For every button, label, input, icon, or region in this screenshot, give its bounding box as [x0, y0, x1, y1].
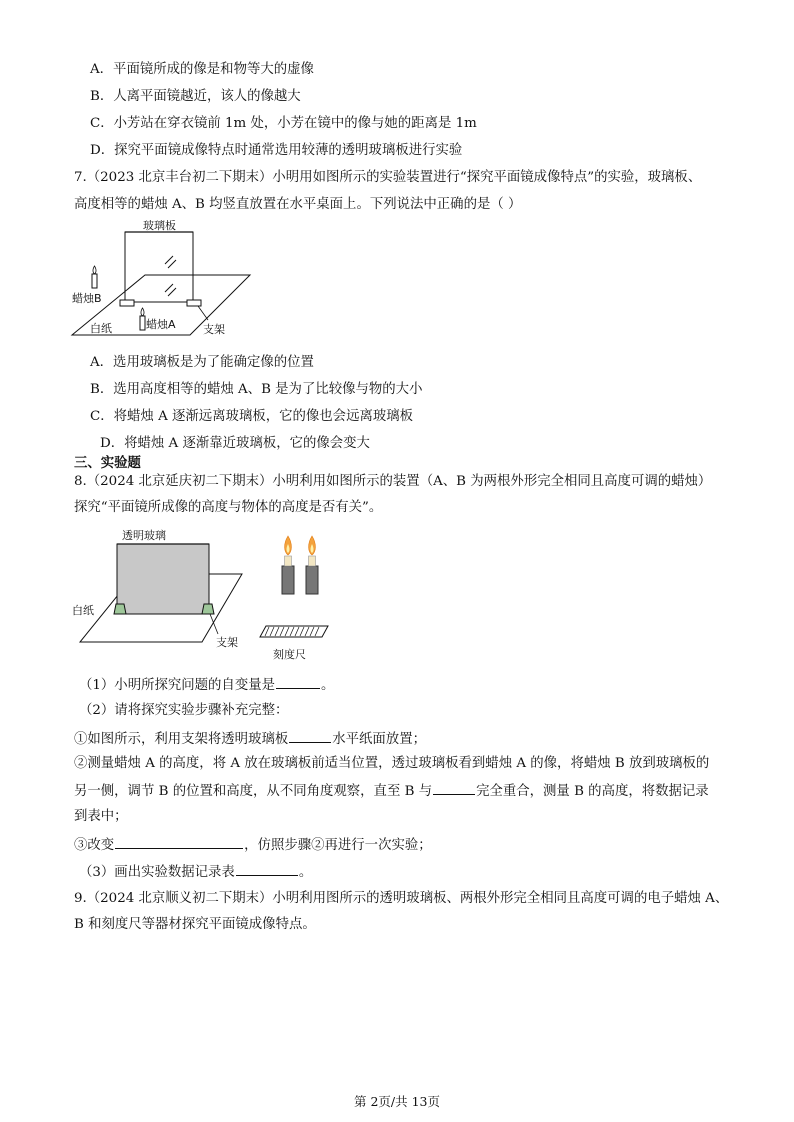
q6-option-d: D．探究平面镜成像特点时通常选用较薄的透明玻璃板进行实验: [90, 143, 463, 158]
q8-label-stand: 支架: [216, 636, 238, 649]
q8-step3-text: ③改变: [74, 838, 115, 853]
q8-stem-line1: 8.（2024 北京延庆初二下期末）小明利用如图所示的装置（A、B 为两根外形完全相同且高度可调的蜡烛）: [74, 474, 712, 489]
q8-part2: （2）请将探究实验步骤补充完整：: [79, 703, 289, 718]
q7-label-candle-a: 蜡烛A: [146, 318, 176, 331]
q8-part3: [79, 862, 312, 882]
q8-step1-text: ①如图所示，利用支架将透明玻璃板: [74, 732, 289, 747]
q7-option-a: A．选用玻璃板是为了能确定像的位置: [90, 355, 314, 370]
q8-label-glass: 透明玻璃: [122, 529, 166, 542]
q8-part3-end: 。: [298, 865, 313, 880]
q8-step3-blank[interactable]: [115, 835, 243, 849]
q7-figure: [70, 220, 260, 344]
q8-step1-end: 水平纸面放置；: [332, 732, 426, 747]
q7-label-glass: 玻璃板: [143, 220, 176, 232]
q8-step2-line3: 到表中；: [74, 809, 128, 824]
q8-step2-blank[interactable]: [433, 781, 475, 795]
q8-stem-line2: 探究“平面镜所成像的高度与物体的高度是否有关”。: [74, 500, 383, 515]
q6-option-a: A．平面镜所成的像是和物等大的虚像: [90, 62, 314, 77]
q7-stem-line2: 高度相等的蜡烛 A、B 均竖直放置在水平桌面上。下列说法中正确的是（ ）: [74, 197, 522, 212]
q8-label-paper: 白纸: [72, 604, 94, 617]
q8-stand-right-shape: [202, 604, 214, 614]
q8-part1-end: 。: [321, 678, 335, 693]
q7-stand-left-shape: [120, 300, 134, 306]
q7-option-b: B．选用高度相等的蜡烛 A、B 是为了比较像与物的大小: [90, 382, 423, 397]
q8-candle-a-shape: [282, 536, 294, 594]
q6-option-b: B．人离平面镜越近，该人的像越大: [90, 89, 301, 104]
q8-part1-text: （1）小明所探究问题的自变量是: [79, 678, 275, 693]
q9-stem-line2: B 和刻度尺等器材探究平面镜成像特点。: [74, 917, 316, 932]
q8-step3-end: ，仿照步骤②再进行一次实验；: [244, 838, 432, 853]
q8-part1: [79, 675, 334, 695]
q8-step1-blank[interactable]: [289, 729, 331, 743]
q6-option-c: C．小芳站在穿衣镜前 1m 处，小芳在镜中的像与她的距离是 1m: [90, 116, 477, 131]
q8-step2-end: 完全重合，测量 B 的高度，将数据记录: [476, 784, 709, 799]
q8-part3-text: （3）画出实验数据记录表: [79, 865, 235, 880]
q8-candle-b-shape: [306, 536, 318, 594]
q8-part1-blank[interactable]: [276, 675, 320, 689]
q8-ruler-shape: [260, 626, 328, 637]
q8-glass-plate-shape: [117, 544, 209, 614]
q7-candle-b-shape: [92, 274, 97, 288]
page-footer: 第 2页/共 13页: [353, 1094, 441, 1109]
q8-step2-text: 另一侧，调节 B 的位置和高度，从不同角度观察，直至 B 与: [74, 784, 433, 799]
q9-stem-line1: 9.（2024 北京顺义初二下期末）小明利用图所示的透明玻璃板、两根外形完全相同且高度可调的电子蜡烛 A、: [74, 891, 729, 906]
q8-step1: [74, 729, 426, 749]
q8-step3: [74, 835, 432, 855]
q7-option-d: D．将蜡烛 A 逐渐靠近玻璃板，它的像会变大: [100, 436, 370, 451]
q8-stand-left-shape: [114, 604, 126, 614]
q7-label-stand: 支架: [203, 323, 225, 336]
q8-label-ruler: 刻度尺: [273, 648, 306, 661]
q7-stem-line1: 7.（2023 北京丰台初二下期末）小明用如图所示的实验装置进行“探究平面镜成像特点”的实验，玻璃板、: [74, 170, 702, 185]
q8-figure: [70, 522, 340, 672]
q7-glass-plate-shape: [125, 232, 193, 302]
q7-label-candle-b: 蜡烛B: [72, 292, 102, 305]
q7-option-c: C．将蜡烛 A 逐渐远离玻璃板，它的像也会远离玻璃板: [90, 409, 414, 424]
q8-step2-line2: [74, 781, 709, 801]
q7-label-paper: 白纸: [90, 322, 112, 335]
q8-part3-blank[interactable]: [236, 862, 298, 876]
section-heading: 三、实验题: [74, 456, 141, 471]
q7-stand-right-shape: [187, 300, 201, 306]
q7-candle-a-shape: [140, 316, 145, 330]
q8-step2-line1: ②测量蜡烛 A 的高度，将 A 放在玻璃板前适当位置，透过玻璃板看到蜡烛 A 的像，将蜡烛 B 放到玻璃板的: [74, 756, 710, 771]
